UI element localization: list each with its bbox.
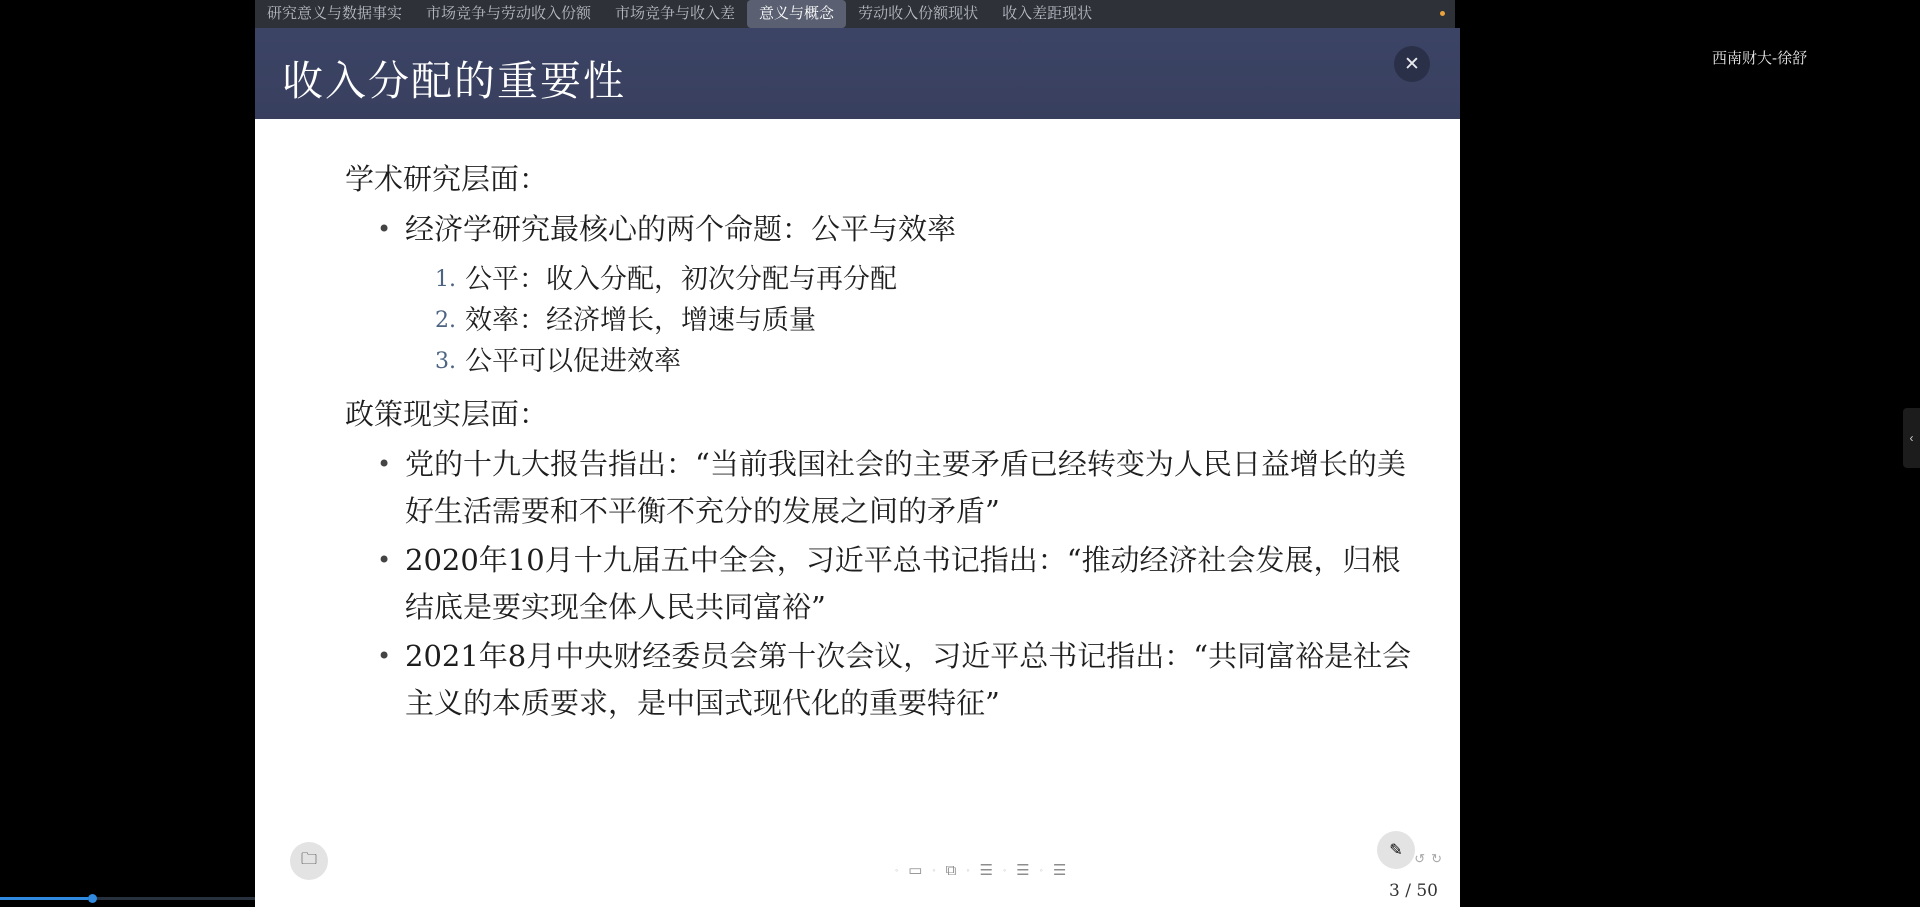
side-panel-toggle[interactable]: ‹ (1903, 408, 1920, 468)
annotation-toolbar (895, 861, 1066, 879)
tab-income-gap-status[interactable]: 收入差距现状 (1002, 5, 1093, 22)
redo-icon[interactable]: ↻ (1431, 851, 1442, 866)
toolbar-separator-icon: ◦ (1039, 865, 1043, 875)
toolbar-separator-icon: ◦ (895, 865, 899, 875)
tab-meaning-and-concepts[interactable]: 意义与概念 (747, 0, 846, 28)
align-right-icon[interactable]: ☰ (1016, 862, 1030, 879)
tab-labor-share-status[interactable]: 劳动收入份额现状 (858, 5, 979, 22)
section-heading-academic: 学术研究层面： (345, 162, 549, 196)
playback-progress-bar[interactable] (0, 897, 255, 900)
list-item: 公平：收入分配，初次分配与再分配 (465, 264, 897, 295)
bullet-list-policy (315, 441, 1420, 727)
list-item: 公平可以促进效率 (465, 346, 681, 377)
list-item: 效率：经济增长，增速与质量 (465, 305, 816, 336)
undo-icon[interactable]: ↺ (1414, 851, 1426, 866)
slide-header (255, 28, 1460, 119)
close-icon[interactable]: ✕ (1394, 46, 1430, 82)
tab-bar (255, 0, 1455, 28)
slide-viewer (255, 28, 1460, 907)
bullet-list-academic (315, 206, 1420, 253)
playback-progress-knob[interactable] (88, 894, 97, 903)
list-item: • 党的十九大报告指出：“当前我国社会的主要矛盾已经转变为人民日益增长的美好生活需要和不平衡不充分的发展之间的矛盾” (375, 441, 1420, 535)
tab-bar-status-dot (1440, 11, 1445, 16)
slide-title: 收入分配的重要性 (282, 57, 626, 105)
presenter-name: 西南财大-徐舒 (1712, 49, 1808, 67)
pen-icon[interactable]: ✎ (1377, 831, 1415, 869)
folder-icon[interactable]: 🗀 (290, 842, 328, 880)
list-item: • 经济学研究最核心的两个命题：公平与效率 (375, 206, 1420, 253)
shape-square-icon[interactable]: ▭ (908, 862, 923, 879)
tab-market-competition-income-gap[interactable]: 市场竞争与收入差 (615, 5, 736, 22)
align-left-icon[interactable]: ☰ (979, 862, 993, 879)
tab-market-competition-labor-share[interactable]: 市场竞争与劳动收入份额 (426, 5, 592, 22)
list-item: • 2021年8月中央财经委员会第十次会议，习近平总书记指出：“共同富裕是社会主义的本质要求，是中国式现代化的重要特征” (375, 633, 1420, 727)
toolbar-separator-icon: ◦ (1002, 865, 1007, 875)
toolbar-separator-icon: ◦ (932, 865, 936, 875)
playback-progress-fill (0, 897, 88, 900)
numbered-list-academic (315, 259, 1420, 382)
toolbar-separator-icon: ◦ (966, 865, 970, 875)
list-item: • 2020年10月十九届五中全会，习近平总书记指出：“推动经济社会发展，归根结底是要实现全体人民共同富裕” (375, 537, 1420, 631)
slide-body (255, 119, 1460, 727)
section-heading-policy: 政策现实层面： (345, 397, 549, 431)
shape-copy-icon[interactable]: ⧉ (945, 861, 957, 879)
tab-research-significance[interactable]: 研究意义与数据事实 (267, 5, 403, 22)
undo-redo-group (1414, 851, 1442, 867)
list-icon[interactable]: ☰ (1052, 862, 1067, 879)
page-indicator: 3 / 50 (1389, 881, 1438, 901)
